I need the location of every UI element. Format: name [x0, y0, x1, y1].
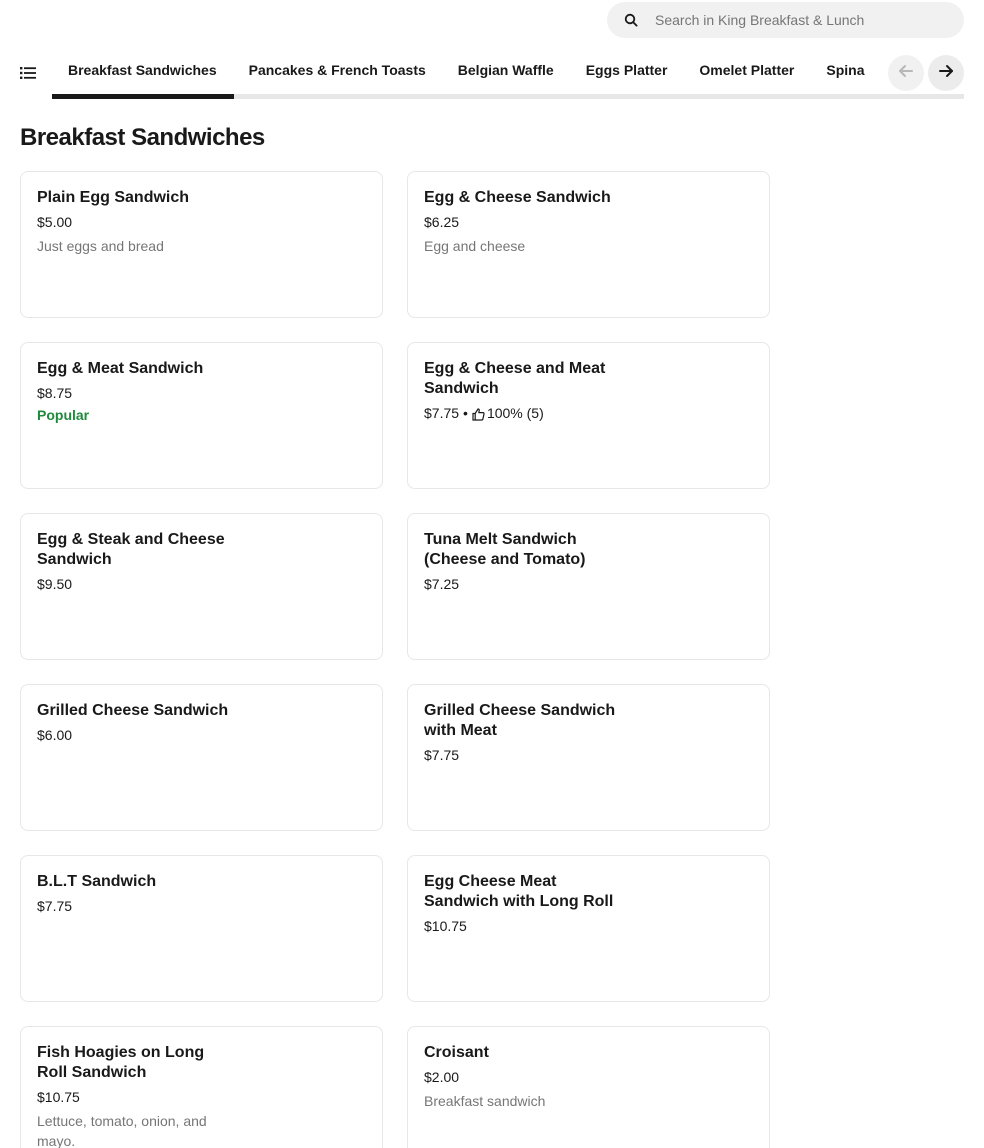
item-price: $10.75 — [37, 1089, 80, 1105]
item-meta — [424, 404, 753, 422]
arrow-right-icon — [938, 64, 954, 83]
item-name: Croisant — [424, 1044, 489, 1061]
item-price: $7.75 — [424, 747, 460, 763]
item-price: $7.75 — [37, 898, 73, 914]
section-title: Breakfast Sandwiches — [20, 124, 265, 151]
arrow-left-icon — [898, 64, 914, 83]
list-icon[interactable] — [20, 66, 36, 80]
menu-item-card[interactable] — [407, 342, 770, 489]
active-tab-indicator — [52, 94, 234, 99]
item-name: Egg & Cheese and Meat Sandwich — [424, 360, 606, 397]
search-icon — [607, 13, 655, 27]
menu-item-card[interactable] — [20, 171, 383, 318]
item-name: Fish Hoagies on Long Roll Sandwich — [37, 1044, 205, 1081]
item-price: $7.75 — [424, 405, 460, 421]
tab-eggs-platter[interactable]: Eggs Platter — [585, 62, 668, 78]
category-tabs — [52, 48, 886, 100]
item-meta — [37, 575, 366, 593]
search-input[interactable] — [655, 12, 945, 28]
item-meta — [37, 897, 366, 915]
item-meta — [37, 1088, 366, 1106]
menu-item-card[interactable] — [20, 855, 383, 1002]
item-price: $7.25 — [424, 576, 460, 592]
item-name: Egg & Cheese Sandwich — [424, 189, 611, 206]
tab-spina[interactable]: Spina — [826, 62, 865, 78]
item-meta — [424, 746, 753, 764]
menu-item-card[interactable] — [407, 684, 770, 831]
menu-item-card[interactable] — [407, 855, 770, 1002]
item-price: $10.75 — [424, 918, 467, 934]
item-rating: 100% (5) — [486, 405, 544, 421]
menu-item-card[interactable] — [407, 171, 770, 318]
item-meta — [424, 917, 753, 935]
tab-omelet-platter[interactable]: Omelet Platter — [699, 62, 795, 78]
item-description: Egg and cheese — [424, 238, 526, 254]
tab-breakfast-sandwiches[interactable]: Breakfast Sandwiches — [68, 62, 217, 78]
popular-badge: Popular — [37, 407, 90, 423]
item-description: Lettuce, tomato, onion, and mayo. — [37, 1113, 207, 1148]
item-meta — [424, 1068, 753, 1086]
menu-item-card[interactable] — [20, 1026, 383, 1148]
category-nav — [0, 48, 964, 100]
item-name: Grilled Cheese Sandwich — [37, 702, 229, 719]
item-meta — [37, 384, 366, 402]
item-meta — [37, 726, 366, 744]
item-name: Egg Cheese Meat Sandwich with Long Roll — [424, 873, 614, 910]
item-price: $2.00 — [424, 1069, 460, 1085]
item-price: $6.25 — [424, 214, 460, 230]
menu-item-card[interactable] — [20, 513, 383, 660]
item-meta — [37, 213, 366, 231]
tab-pancakes-french-toasts[interactable]: Pancakes & French Toasts — [248, 62, 426, 78]
tab-belgian-waffle[interactable]: Belgian Waffle — [457, 62, 554, 78]
item-description: Breakfast sandwich — [424, 1093, 546, 1109]
menu-item-card[interactable] — [20, 342, 383, 489]
item-name: Plain Egg Sandwich — [37, 189, 190, 206]
thumbs-up-icon — [472, 407, 485, 420]
item-name: Egg & Meat Sandwich — [37, 360, 204, 377]
scroll-right-button[interactable] — [928, 55, 964, 91]
item-price: $8.75 — [37, 385, 73, 401]
meta-separator: • — [463, 405, 468, 421]
item-price: $6.00 — [37, 727, 73, 743]
item-price: $5.00 — [37, 214, 73, 230]
item-name: Grilled Cheese Sandwich with Meat — [424, 702, 616, 739]
item-name: Egg & Steak and Cheese Sandwich — [37, 531, 225, 568]
item-meta — [424, 213, 753, 231]
store-search-bar[interactable] — [607, 2, 964, 38]
item-description: Just eggs and bread — [37, 238, 164, 254]
menu-item-card[interactable] — [407, 513, 770, 660]
menu-item-card[interactable] — [407, 1026, 770, 1148]
item-price: $9.50 — [37, 576, 73, 592]
scroll-left-button[interactable] — [888, 55, 924, 91]
menu-item-card[interactable] — [20, 684, 383, 831]
item-name: B.L.T Sandwich — [37, 873, 157, 890]
item-meta — [424, 575, 753, 593]
item-name: Tuna Melt Sandwich (Cheese and Tomato) — [424, 531, 586, 568]
menu-items-grid — [20, 171, 770, 1148]
